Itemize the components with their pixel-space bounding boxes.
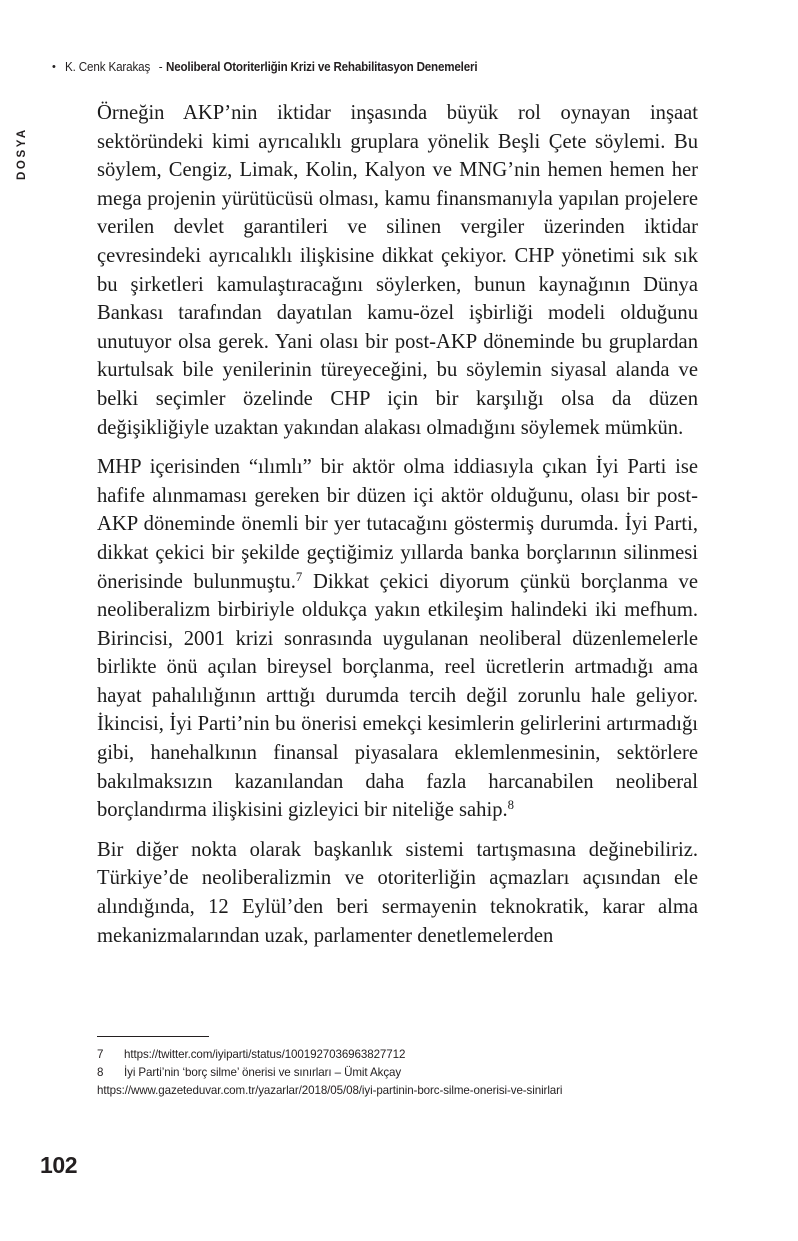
paragraph-2 (97, 453, 698, 825)
footnote-marker-7[interactable]: 7 (295, 569, 303, 584)
body-text-column (97, 99, 698, 950)
paragraph-1-text: Örneğin AKP’nin iktidar inşasında büyük rol oynayan inşaat sektöründeki kimi ayrıcalıklı gruplara yönelik Beşli Çete söylemi. Bu söylem, Cengiz, Limak, Kolin, Kalyon ve MNG’nin hemen hemen her mega projenin yürütücüsü olması, kamu finansmanıyla yapılan projelere verilen devlet garantileri ve silinen vergiler üzerinden iktidar çevresindeki ayrıcalıklı ilişkisine dikkat çekiyor. CHP yönetimi sık sık bu şirketleri kamulaştıracağını söylerken, bunun kaynağının Dünya Bankası tarafından dayatılan kamu-özel işbirliği modeli olduğunu unutuyor olsa gerek. Yani olası bir post-AKP döneminde bu gruplardan kurtulsak bile yenilerinin türeyeceğini, bu söylemin siyasal alanda ve belki seçimler özelinde CHP için bir karşılığı olsa da düzen değişikliğiyle uzaktan yakından alakası olmadığını söylemek mümkün. (97, 102, 698, 439)
footnote-text: İyi Parti’nin ‘borç silme’ önerisi ve sınırları – Ümit Akçay (124, 1066, 402, 1080)
footnote-url[interactable]: https://www.gazeteduvar.com.tr/yazarlar/2018/05/08/iyi-partinin-borc-silme-onerisi-ve-sinirlari (97, 1084, 563, 1098)
footnote-item (97, 1046, 698, 1064)
footnote-number: 8 (97, 1066, 104, 1080)
paragraph-3-text: Bir diğer nokta olarak başkanlık sistemi tartışmasına değinebiliriz. Türkiye’de neoliberalizmin ve otoriterliğin açmazları açısından ele alındığında, 12 Eylül’den beri sermayenin teknokratik, karar alma mekanizmalarından uzak, parlamenter denetlemelerden (97, 838, 698, 947)
page-number: 102 (40, 1152, 78, 1178)
header-article-title: Neoliberal Otoriterliğin Krizi ve Rehabilitasyon Denemeleri (166, 60, 478, 74)
section-tab-label: DOSYA (16, 127, 28, 180)
paragraph-2-text-part2: Dikkat çekici diyorum çünkü borçlanma ve neoliberalizm birbiriyle oldukça yakın etkileşim halindeki iki mefhum. Birincisi, 2001 krizi sonrasında uygulanan neoliberal düzenlemelerle birlikte önü açılan bireysel borçlanma, reel ücretlerin artmadığı ama hayat pahalılığının arttığı durumda tercih değil zorunlu hale geliyor. İkincisi, İyi Parti’nin bu önerisi emekçi kesimlerin gelirlerini artırmadığı gibi, hanehalkının finansal piyasalara eklemlenmesinin, sektörlere bakılmaksızın kazanılandan daha fazla harcanabilen neoliberal borçlandırma ilişkisini gizleyici bir niteliğe sahip. (97, 570, 698, 822)
header-author: K. Cenk Karakaş (64, 60, 150, 74)
bullet-icon: • (52, 61, 56, 73)
footnote-separator-rule (97, 1036, 209, 1037)
footnote-item (97, 1064, 698, 1082)
paragraph-3 (97, 836, 698, 950)
running-header (52, 60, 732, 74)
paragraph-2-text-part1: MHP içerisinden “ılımlı” bir aktör olma iddiasıyla çıkan İyi Parti ise hafife alınmaması gereken bir düzen içi aktör olduğunu, olası bir post-AKP döneminde önemli bir yer tutacağını göstermiş durumda. İyi Parti, dikkat çekici bir şekilde geçtiğimiz yıllarda banka borçlarının silinmesi önerisinde bulunmuştu. (97, 456, 698, 593)
footnote-number: 7 (97, 1048, 104, 1061)
footnote-marker-8[interactable]: 8 (507, 798, 515, 813)
footnotes-block (97, 1036, 698, 1101)
paragraph-1 (97, 99, 698, 442)
footnote-text[interactable]: https://twitter.com/iyiparti/status/1001927036963827712 (124, 1048, 406, 1061)
header-separator: - (159, 60, 163, 74)
